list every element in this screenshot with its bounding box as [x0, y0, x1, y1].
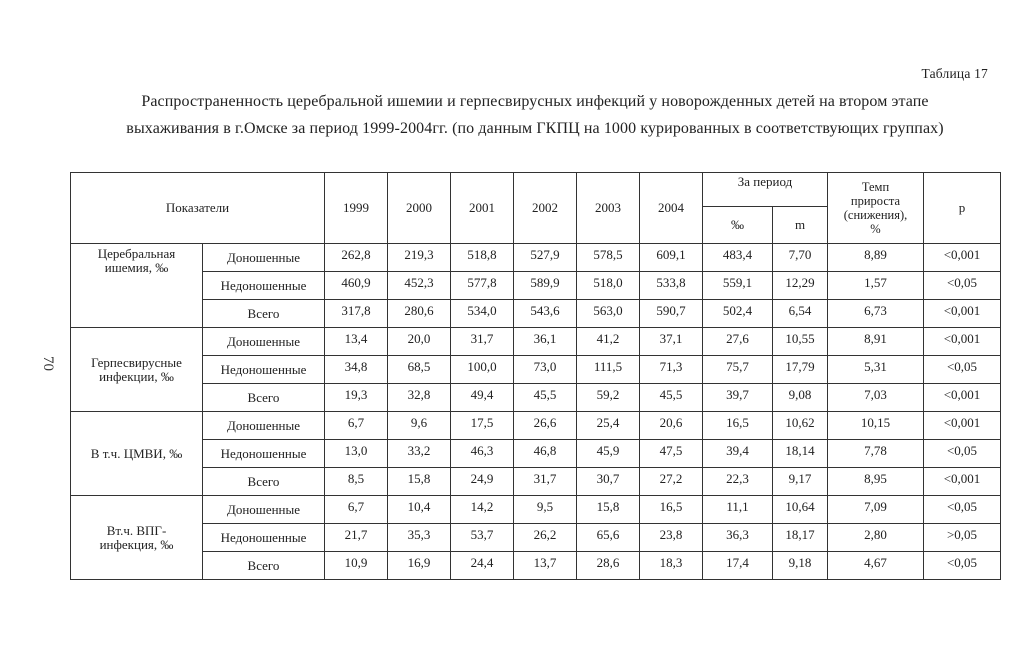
table-cell: <0,05	[924, 356, 1001, 384]
table-cell: 16,5	[640, 496, 703, 524]
header-p: р	[924, 173, 1001, 244]
table-cell: <0,001	[924, 384, 1001, 412]
table-cell: <0,001	[924, 244, 1001, 272]
table-cell: 24,9	[451, 468, 514, 496]
table-cell: 7,03	[828, 384, 924, 412]
table-cell: 34,8	[325, 356, 388, 384]
table-cell: 518,0	[577, 272, 640, 300]
group-name	[71, 244, 203, 328]
header-year: 2004	[640, 173, 703, 244]
group-name	[71, 412, 203, 496]
group-name-line: Церебральная	[97, 246, 176, 261]
table-row	[71, 440, 1001, 468]
table-cell: 527,9	[514, 244, 577, 272]
table-cell: 6,7	[325, 412, 388, 440]
table-row	[71, 300, 1001, 328]
table-row	[71, 272, 1001, 300]
table-cell: 37,1	[640, 328, 703, 356]
table-cell: 9,5	[514, 496, 577, 524]
table-cell: 6,54	[773, 300, 828, 328]
table-cell: 20,6	[640, 412, 703, 440]
table-cell: 609,1	[640, 244, 703, 272]
table-cell: 533,8	[640, 272, 703, 300]
table-caption	[60, 88, 1010, 142]
table-cell: 35,3	[388, 524, 451, 552]
table-cell: 26,2	[514, 524, 577, 552]
header-year: 2002	[514, 173, 577, 244]
group-name-line: инфекции, ‰	[99, 368, 174, 384]
row-label: Всего	[203, 468, 325, 496]
table-cell: 9,08	[773, 384, 828, 412]
table-cell: 589,9	[514, 272, 577, 300]
group-name	[71, 496, 203, 580]
header-period-m: m	[773, 207, 828, 244]
page-number: 70	[40, 356, 56, 371]
table-cell: 31,7	[451, 328, 514, 356]
table-cell: 12,29	[773, 272, 828, 300]
caption-line-2: выхаживания в г.Омске за период 1999-2004гг. (по данным ГКПЦ на 1000 курированных в соответствующих группах)	[126, 120, 944, 137]
table-cell: 14,2	[451, 496, 514, 524]
table-cell: 7,09	[828, 496, 924, 524]
row-label: Недоношенные	[203, 524, 325, 552]
table-cell: 13,0	[325, 440, 388, 468]
table-cell: 46,3	[451, 440, 514, 468]
table-cell: 39,7	[703, 384, 773, 412]
header-growth-line: Темп	[861, 180, 890, 194]
table-cell: 17,5	[451, 412, 514, 440]
table-cell: 73,0	[514, 356, 577, 384]
table-cell: 9,17	[773, 468, 828, 496]
table-cell: 18,3	[640, 552, 703, 580]
table-cell: 31,7	[514, 468, 577, 496]
table-cell: 8,5	[325, 468, 388, 496]
table-cell: 8,89	[828, 244, 924, 272]
group-name-line: инфекция, ‰	[99, 536, 174, 552]
row-label: Всего	[203, 384, 325, 412]
table-row	[71, 524, 1001, 552]
row-label: Всего	[203, 300, 325, 328]
table-cell: 502,4	[703, 300, 773, 328]
table-cell: 68,5	[388, 356, 451, 384]
table-cell: 15,8	[577, 496, 640, 524]
group-name-line: Герпесвирусные	[91, 354, 182, 370]
row-label: Доношенные	[203, 496, 325, 524]
table-cell: 10,62	[773, 412, 828, 440]
table-cell: 8,95	[828, 468, 924, 496]
table-cell: <0,05	[924, 440, 1001, 468]
row-label: Доношенные	[203, 412, 325, 440]
table-cell: 13,4	[325, 328, 388, 356]
table-cell: 36,1	[514, 328, 577, 356]
table-row	[71, 412, 1001, 440]
table-cell: 75,7	[703, 356, 773, 384]
table-cell: <0,05	[924, 496, 1001, 524]
table-cell: 1,57	[828, 272, 924, 300]
header-growth-line: (снижения),	[843, 208, 908, 222]
table-cell: 53,7	[451, 524, 514, 552]
table-cell: 10,9	[325, 552, 388, 580]
table-row	[71, 244, 1001, 272]
table-cell: 577,8	[451, 272, 514, 300]
table-cell: 20,0	[388, 328, 451, 356]
table-row	[71, 356, 1001, 384]
table-cell: 47,5	[640, 440, 703, 468]
table-cell: 8,91	[828, 328, 924, 356]
table-cell: <0,05	[924, 272, 1001, 300]
table-cell: 13,7	[514, 552, 577, 580]
table-cell: 262,8	[325, 244, 388, 272]
header-indicators: Показатели	[71, 173, 325, 244]
table-cell: 559,1	[703, 272, 773, 300]
row-label: Недоношенные	[203, 440, 325, 468]
table-cell: <0,001	[924, 468, 1001, 496]
row-label: Всего	[203, 552, 325, 580]
table-cell: 460,9	[325, 272, 388, 300]
table-cell: 17,4	[703, 552, 773, 580]
table-row	[71, 552, 1001, 580]
header-period-permille: ‰	[703, 207, 773, 244]
table-cell: 30,7	[577, 468, 640, 496]
table-cell: 452,3	[388, 272, 451, 300]
table-label: Таблица 17	[921, 66, 988, 81]
table-cell: 16,5	[703, 412, 773, 440]
table-cell: 578,5	[577, 244, 640, 272]
header-year: 2003	[577, 173, 640, 244]
table-cell: 10,4	[388, 496, 451, 524]
table-cell: 39,4	[703, 440, 773, 468]
table-cell: 534,0	[451, 300, 514, 328]
table-cell: 590,7	[640, 300, 703, 328]
table-cell: 16,9	[388, 552, 451, 580]
header-year: 2001	[451, 173, 514, 244]
table-cell: 23,8	[640, 524, 703, 552]
table-cell: 15,8	[388, 468, 451, 496]
header-period: За период	[703, 173, 828, 207]
table-cell: 5,31	[828, 356, 924, 384]
table-cell: 9,6	[388, 412, 451, 440]
table-cell: 59,2	[577, 384, 640, 412]
table-cell: <0,001	[924, 300, 1001, 328]
table-cell: >0,05	[924, 524, 1001, 552]
table-cell: 10,15	[828, 412, 924, 440]
table-cell: 26,6	[514, 412, 577, 440]
row-label: Доношенные	[203, 244, 325, 272]
row-label: Недоношенные	[203, 356, 325, 384]
table-row	[71, 468, 1001, 496]
table-cell: 28,6	[577, 552, 640, 580]
table-cell: 11,1	[703, 496, 773, 524]
table-cell: 7,70	[773, 244, 828, 272]
table-cell: 45,5	[514, 384, 577, 412]
row-label: Доношенные	[203, 328, 325, 356]
table-cell: 111,5	[577, 356, 640, 384]
table-cell: 27,2	[640, 468, 703, 496]
table-cell: 543,6	[514, 300, 577, 328]
table-cell: 280,6	[388, 300, 451, 328]
table-cell: 2,80	[828, 524, 924, 552]
table-cell: 25,4	[577, 412, 640, 440]
table-cell: 17,79	[773, 356, 828, 384]
table-cell: 4,67	[828, 552, 924, 580]
header-growth	[828, 173, 924, 244]
table-cell: 27,6	[703, 328, 773, 356]
table-cell: 46,8	[514, 440, 577, 468]
table-cell: 65,6	[577, 524, 640, 552]
table-cell: 24,4	[451, 552, 514, 580]
header-growth-line: прироста	[850, 194, 901, 208]
table-cell: 6,73	[828, 300, 924, 328]
data-table	[70, 172, 1001, 580]
table-cell: 22,3	[703, 468, 773, 496]
table-cell: 36,3	[703, 524, 773, 552]
table-cell: 7,78	[828, 440, 924, 468]
table-cell: 483,4	[703, 244, 773, 272]
table-cell: 18,17	[773, 524, 828, 552]
table-cell: <0,05	[924, 552, 1001, 580]
table-cell: 21,7	[325, 524, 388, 552]
table-cell: 45,9	[577, 440, 640, 468]
table-cell: 41,2	[577, 328, 640, 356]
table-cell: 518,8	[451, 244, 514, 272]
table-cell: 18,14	[773, 440, 828, 468]
table-cell: 563,0	[577, 300, 640, 328]
row-label: Недоношенные	[203, 272, 325, 300]
group-name-line: ишемия, ‰	[104, 260, 169, 275]
group-name	[71, 328, 203, 412]
table-cell: 6,7	[325, 496, 388, 524]
table-cell: 45,5	[640, 384, 703, 412]
table-row	[71, 496, 1001, 524]
header-year: 1999	[325, 173, 388, 244]
table-cell: 32,8	[388, 384, 451, 412]
table-cell: <0,001	[924, 412, 1001, 440]
caption-line-1: Распространенность церебральной ишемии и герпесвирусных инфекций у новорожденных детей на втором этапе	[141, 93, 929, 110]
header-growth-line: %	[870, 222, 881, 236]
table-cell: 19,3	[325, 384, 388, 412]
table-cell: <0,001	[924, 328, 1001, 356]
header-year: 2000	[388, 173, 451, 244]
table-cell: 317,8	[325, 300, 388, 328]
table-cell: 33,2	[388, 440, 451, 468]
table-cell: 71,3	[640, 356, 703, 384]
table-cell: 9,18	[773, 552, 828, 580]
group-name-line: Вт.ч. ВПГ-	[106, 522, 167, 538]
table-cell: 100,0	[451, 356, 514, 384]
group-name-line: В т.ч. ЦМВИ, ‰	[90, 445, 183, 461]
table-row	[71, 384, 1001, 412]
table-cell: 49,4	[451, 384, 514, 412]
table-cell: 10,64	[773, 496, 828, 524]
table-cell: 219,3	[388, 244, 451, 272]
table-row	[71, 328, 1001, 356]
table-cell: 10,55	[773, 328, 828, 356]
